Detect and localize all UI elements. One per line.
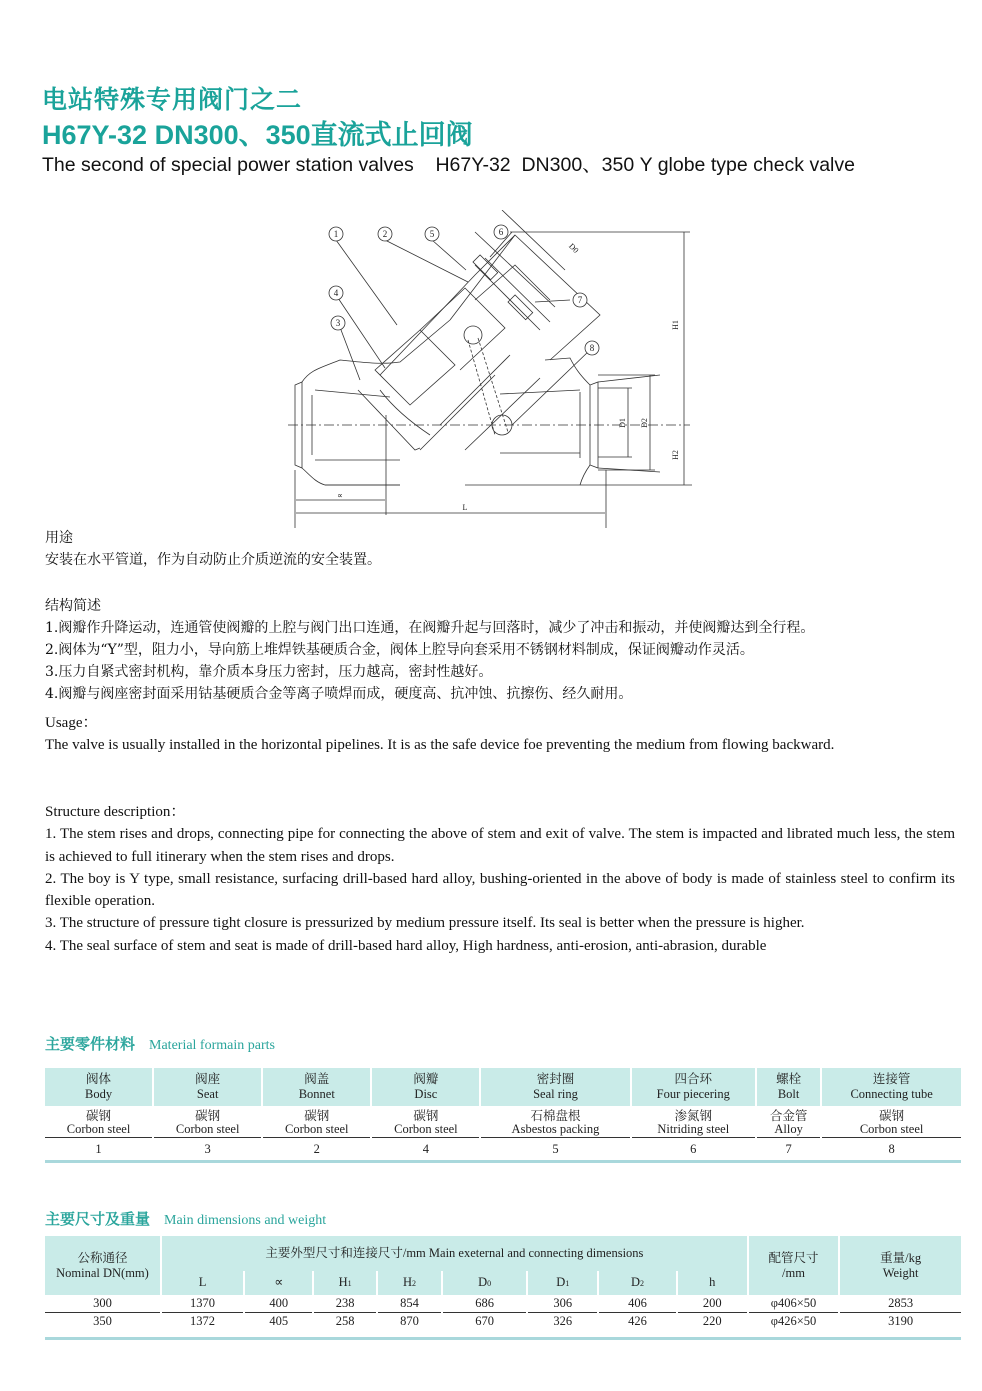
- callout-6: [494, 225, 508, 239]
- materials-header-row: [45, 1068, 961, 1106]
- part-header-seat: 阀座 Seat: [154, 1068, 261, 1106]
- dim-label-h1: H1: [671, 320, 680, 330]
- part-header-bolt: 螺栓 Bolt: [757, 1068, 820, 1106]
- usage-cn-text: 安装在水平管道，作为自动防止介质逆流的安全装置。: [45, 552, 381, 568]
- cell-dn: 300: [45, 1295, 160, 1313]
- part-number: 2: [313, 1141, 320, 1156]
- title-en: The second of special power station valves H67Y-32 DN300、350 Y globe type check valve: [42, 154, 855, 176]
- cell-d1: 306: [528, 1295, 597, 1313]
- weight-header: 重量/kg Weight: [840, 1236, 961, 1295]
- cell-h1: 258: [335, 1314, 355, 1328]
- cell-h1: 238: [314, 1295, 375, 1313]
- dim-label-l: L: [462, 503, 468, 512]
- nominal-dn-header: 公称通径 Nominal DN(mm): [45, 1236, 160, 1295]
- material-cell: 合金管 Alloy: [757, 1106, 820, 1138]
- cell-h: 220: [702, 1314, 722, 1328]
- part-number: 8: [888, 1141, 895, 1156]
- col-header-alpha: ∝: [245, 1271, 312, 1295]
- materials-table: [43, 1068, 963, 1160]
- table-row: [45, 1295, 961, 1313]
- col-header-h: h: [678, 1271, 747, 1295]
- structure-en-item: 4. The seal surface of stem and seat is made of drill-based hard alloy, High hardness, anti-erosion, anti-abrasion, durable: [45, 937, 767, 954]
- cell-weight: 2853: [840, 1295, 961, 1313]
- part-header-seal-ring: 密封圈 Seal ring: [481, 1068, 629, 1106]
- pipe-size-header: 配管尺寸 /mm: [749, 1236, 838, 1295]
- cell-dn: 350: [93, 1314, 112, 1328]
- cell-l: 1370: [162, 1295, 243, 1313]
- callout-2: [378, 227, 392, 241]
- cell-alpha: 400: [245, 1295, 312, 1313]
- svg-text:8: 8: [589, 343, 595, 353]
- material-cell: 碳钢 Corbon steel: [372, 1106, 479, 1138]
- structure-cn-item: 3.压力自紧式密封机构，靠介质本身压力密封，压力越高，密封性越好。: [45, 664, 493, 680]
- structure-en-heading: Structure description：: [45, 804, 186, 820]
- cell-h2: 854: [378, 1295, 441, 1313]
- part-header-four-piecering: 四合环 Four piecering: [632, 1068, 755, 1106]
- materials-material-row: [45, 1106, 961, 1138]
- cell-d0: 686: [443, 1295, 526, 1313]
- body-outline-left: [302, 320, 450, 382]
- materials-title-cn: 主要零件材料: [45, 1035, 136, 1053]
- valve-technical-drawing: [280, 210, 700, 530]
- material-cell: 碳钢 Corbon steel: [263, 1106, 370, 1138]
- svg-text:7: 7: [577, 295, 583, 305]
- col-header-h2: H2: [378, 1271, 441, 1295]
- material-cell: 碳钢 Corbon steel: [822, 1106, 961, 1138]
- svg-text:3: 3: [335, 318, 341, 328]
- dimensions-section-title: [45, 1208, 326, 1229]
- svg-text:5: 5: [429, 229, 435, 239]
- cell-weight: 3190: [888, 1314, 914, 1328]
- structure-cn-section: [45, 595, 814, 705]
- material-cell: 碳钢 Corbon steel: [45, 1106, 152, 1138]
- svg-text:2: 2: [382, 229, 388, 239]
- callout-3: [331, 316, 345, 330]
- structure-cn-item: 1.阀瓣作升降运动，连通管使阀瓣的上腔与阀门出口连通，在阀瓣升起与回落时，减少了冲击和振动，并使阀瓣达到全行程。: [45, 620, 815, 636]
- material-cell: 碳钢 Corbon steel: [154, 1106, 261, 1138]
- callout-5: [425, 227, 439, 241]
- cell-d0: 670: [475, 1314, 495, 1328]
- col-header-d1: D1: [528, 1271, 597, 1295]
- dim-label-d1: D1: [618, 418, 627, 428]
- dim-label-h2: H2: [671, 450, 680, 460]
- col-header-d2: D2: [599, 1271, 675, 1295]
- callout-7: [573, 293, 587, 307]
- cell-l: 1372: [190, 1314, 216, 1328]
- part-number: 4: [422, 1141, 429, 1156]
- usage-cn-heading: 用途: [45, 530, 73, 546]
- callout-4: [329, 286, 343, 300]
- dimensions-title-cn: 主要尺寸及重量: [45, 1210, 151, 1228]
- part-header-body: 阀体 Body: [45, 1068, 152, 1106]
- structure-cn-heading: 结构简述: [45, 598, 101, 614]
- col-header-l: L: [162, 1271, 243, 1295]
- materials-table-bottom-rule: [45, 1160, 961, 1163]
- seat-left: [358, 390, 420, 450]
- cell-d2: 406: [599, 1295, 675, 1313]
- structure-en-item: 1. The stem rises and drops, connecting pipe for connecting the above of stem and exit of valve. The stem is impacted and librated much less, the stem is achieved to full itinerary when the stem rises and drops.: [45, 826, 955, 865]
- title-cn-line1: 电站特殊专用阀门之二: [42, 85, 303, 114]
- dimensions-table: [43, 1236, 963, 1330]
- usage-en-section: [45, 712, 955, 757]
- part-number: 3: [204, 1141, 211, 1156]
- dim-label-d2: D2: [640, 418, 649, 428]
- svg-text:1: 1: [333, 229, 339, 239]
- main-dimensions-group-header: 主要外型尺寸和连接尺寸/mm Main exeternal and connecting dimensions: [162, 1236, 747, 1271]
- usage-en-text: The valve is usually installed in the horizontal pipelines. It is as the safe device foe preventing the medium from flowing backward.: [45, 737, 835, 754]
- cell-d1: 326: [553, 1314, 573, 1328]
- col-header-d0: D0: [443, 1271, 526, 1295]
- structure-en-item: 2. The boy is Y type, small resistance, surfacing drill-based hard alloy, bushing-oriented in the above of body is made of stainless steel to confirm its flexible operation.: [45, 870, 955, 910]
- svg-text:6: 6: [498, 227, 504, 237]
- callout-1: [329, 227, 343, 241]
- part-header-disc: 阀瓣 Disc: [372, 1068, 479, 1106]
- part-header-bonnet: 阀盖 Bonnet: [263, 1068, 370, 1106]
- dim-label-d0: D0: [567, 241, 581, 255]
- material-cell: 渗氮钢 Nitriding steel: [632, 1106, 755, 1138]
- part-number: 6: [690, 1141, 697, 1156]
- callout-8: [585, 341, 599, 355]
- materials-number-row: [45, 1138, 961, 1160]
- materials-section-title: [45, 1033, 275, 1054]
- cell-d2: 426: [628, 1314, 647, 1328]
- structure-cn-item: 4.阀瓣与阀座密封面采用钴基硬质合金等离子喷焊而成，硬度高、抗冲蚀、抗擦伤、经久耐用。: [45, 686, 633, 702]
- dimensions-title-en: Main dimensions and weight: [164, 1213, 327, 1228]
- part-number: 1: [95, 1141, 102, 1156]
- bonnet-outline: [380, 235, 600, 375]
- structure-en-item: 3. The structure of pressure tight closure is pressurized by medium pressure itself. Its seal is better when the pressure is higher.: [45, 915, 805, 932]
- cell-alpha: 405: [269, 1314, 289, 1328]
- usage-cn-section: [45, 527, 381, 571]
- table-row: [45, 1313, 961, 1330]
- cell-pipe: φ426×50: [770, 1314, 817, 1328]
- structure-cn-item: 2.阀体为“Y”型，阻力小，导向筋上堆焊铁基硬质合金，阀体上腔导向套采用不锈钢材料制成，保证阀瓣动作灵活。: [45, 642, 754, 658]
- col-header-h1: H1: [314, 1271, 375, 1295]
- svg-text:4: 4: [333, 288, 339, 298]
- title-cn-line2: H67Y-32 DN300、350直流式止回阀: [42, 120, 473, 150]
- dim-label-alpha: ∝: [337, 491, 343, 500]
- cell-pipe: φ406×50: [749, 1295, 838, 1313]
- material-cell: 石棉盘根 Asbestos packing: [481, 1106, 629, 1138]
- dimensions-table-bottom-rule: [45, 1337, 961, 1340]
- part-number: 5: [552, 1141, 559, 1156]
- upper-tube-circle: [464, 326, 482, 344]
- usage-en-heading: Usage：: [45, 715, 98, 731]
- cell-h: 200: [678, 1295, 747, 1313]
- cell-h2: 870: [400, 1314, 419, 1328]
- part-header-connecting-tube: 连接管 Connecting tube: [822, 1068, 961, 1106]
- structure-en-section: [45, 801, 955, 957]
- part-number: 7: [785, 1141, 792, 1156]
- materials-title-en: Material formain parts: [149, 1038, 275, 1053]
